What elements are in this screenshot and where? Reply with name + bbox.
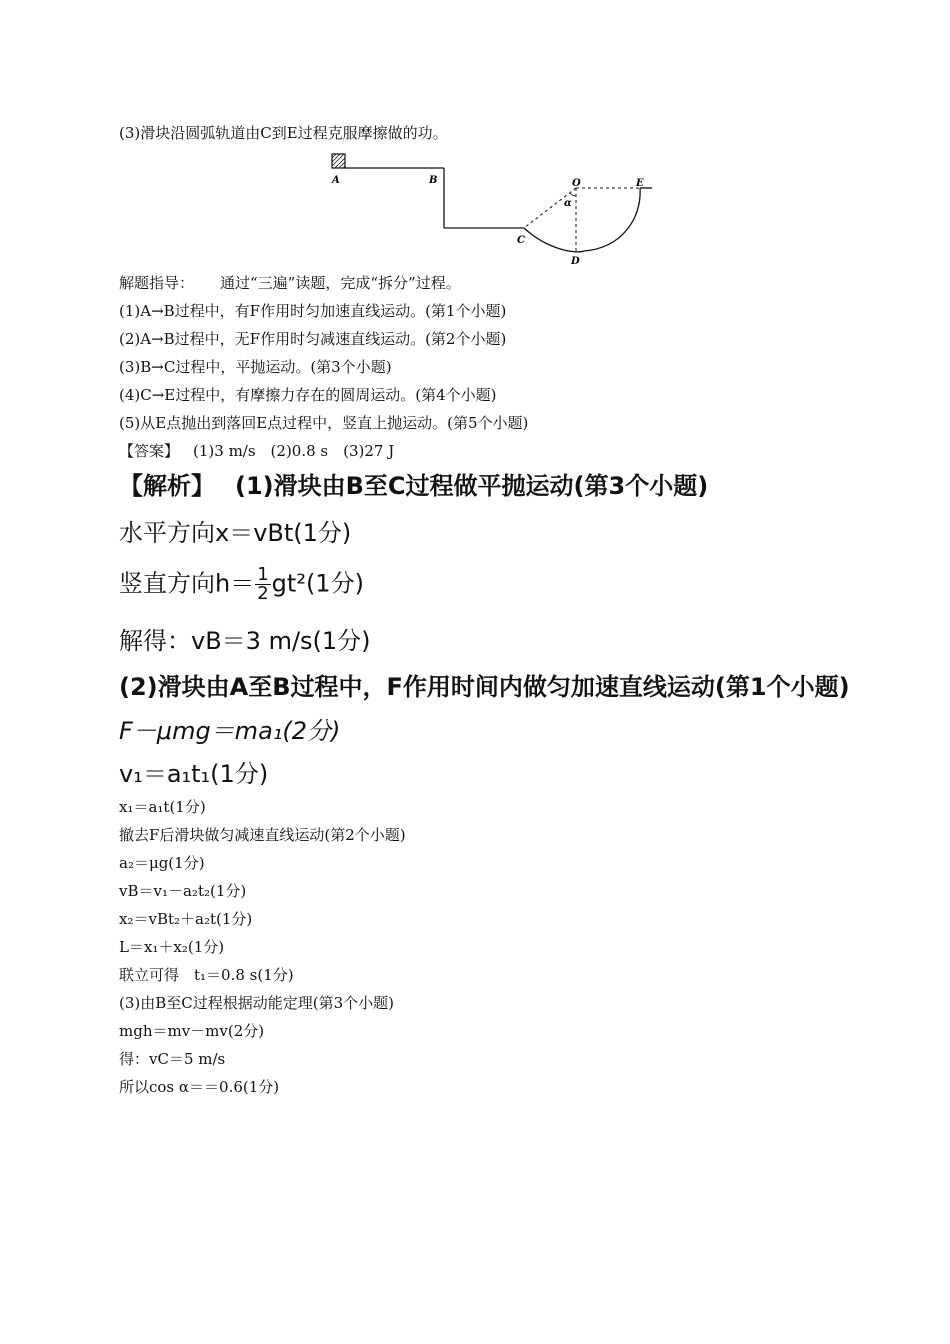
guide-item: (2)A→B过程中，无F作用时匀减速直线运动。(第2个小题) bbox=[119, 330, 507, 348]
solution-line: 撤去F后滑块做匀减速直线运动(第2个小题) bbox=[119, 826, 406, 844]
analysis-l3b: gt²(1分) bbox=[271, 569, 364, 598]
guide-item: (5)从E点抛出到落回E点过程中，竖直上抛运动。(第5个小题) bbox=[119, 414, 529, 432]
solution-line: 所以cos α＝＝0.6(1分) bbox=[119, 1078, 280, 1096]
solution-line: mgh＝mv－mv(2分) bbox=[119, 1022, 265, 1040]
analysis-line-3 bbox=[119, 566, 364, 603]
guide-item: (1)A→B过程中，有F作用时匀加速直线运动。(第1个小题) bbox=[119, 302, 507, 320]
analysis-head: 【解析】 bbox=[119, 472, 215, 500]
label-a: A bbox=[332, 175, 340, 186]
analysis-line-6: F－μmg＝ma₁(2分) bbox=[119, 717, 341, 745]
solution-line: x₁＝a₁t(1分) bbox=[119, 798, 206, 816]
solution-line: (3)由B至C过程根据动能定理(第3个小题) bbox=[119, 994, 394, 1012]
fraction-half bbox=[255, 566, 270, 603]
analysis-line-1 bbox=[119, 470, 708, 502]
circular-arc bbox=[524, 188, 640, 252]
analysis-l3a: 竖直方向h＝ bbox=[119, 569, 255, 598]
label-d: D bbox=[571, 256, 580, 267]
solution-line: a₂＝μg(1分) bbox=[119, 854, 205, 872]
label-o: O bbox=[572, 178, 581, 189]
analysis-text: (1)滑块由B至C过程做平抛运动(第3个小题) bbox=[235, 472, 709, 500]
label-c: C bbox=[517, 235, 525, 246]
guide-item: (4)C→E过程中，有摩擦力存在的圆周运动。(第4个小题) bbox=[119, 386, 497, 404]
label-e: E bbox=[636, 178, 644, 189]
analysis-line-4: 解得：vB＝3 m/s(1分) bbox=[119, 627, 371, 655]
analysis-line-5: (2)滑块由A至B过程中，F作用时间内做匀加速直线运动(第1个小题) bbox=[119, 673, 850, 701]
question-3: (3)滑块沿圆弧轨道由C到E过程克服摩擦做的功。 bbox=[119, 124, 448, 142]
guide-line bbox=[119, 272, 461, 294]
frac-denominator: 2 bbox=[257, 583, 269, 604]
track-diagram bbox=[326, 150, 666, 268]
label-b: B bbox=[429, 175, 438, 186]
analysis-line-7: v₁＝a₁t₁(1分) bbox=[119, 760, 269, 788]
analysis-line-2: 水平方向x＝vBt(1分) bbox=[119, 519, 352, 547]
solution-line: 得：vC＝5 m/s bbox=[119, 1050, 226, 1068]
guide-title: 解题指导： bbox=[119, 274, 195, 292]
guide-item: (3)B→C过程中，平抛运动。(第3个小题) bbox=[119, 358, 392, 376]
answer-label: 【答案】 bbox=[119, 442, 180, 460]
solution-line: x₂＝vBt₂＋a₂t(1分) bbox=[119, 910, 253, 928]
answer-line bbox=[119, 440, 394, 462]
answer-text: (1)3 m/s (2)0.8 s (3)27 J bbox=[193, 442, 395, 460]
solution-line: vB＝v₁－a₂t₂(1分) bbox=[119, 882, 247, 900]
solution-line: L＝x₁＋x₂(1分) bbox=[119, 938, 225, 956]
solution-line: 联立可得 t₁＝0.8 s(1分) bbox=[119, 966, 294, 984]
label-alpha: α bbox=[564, 198, 572, 209]
guide-text: 通过“三遍”读题，完成“拆分”过程。 bbox=[220, 274, 461, 292]
frac-numerator: 1 bbox=[257, 564, 269, 585]
